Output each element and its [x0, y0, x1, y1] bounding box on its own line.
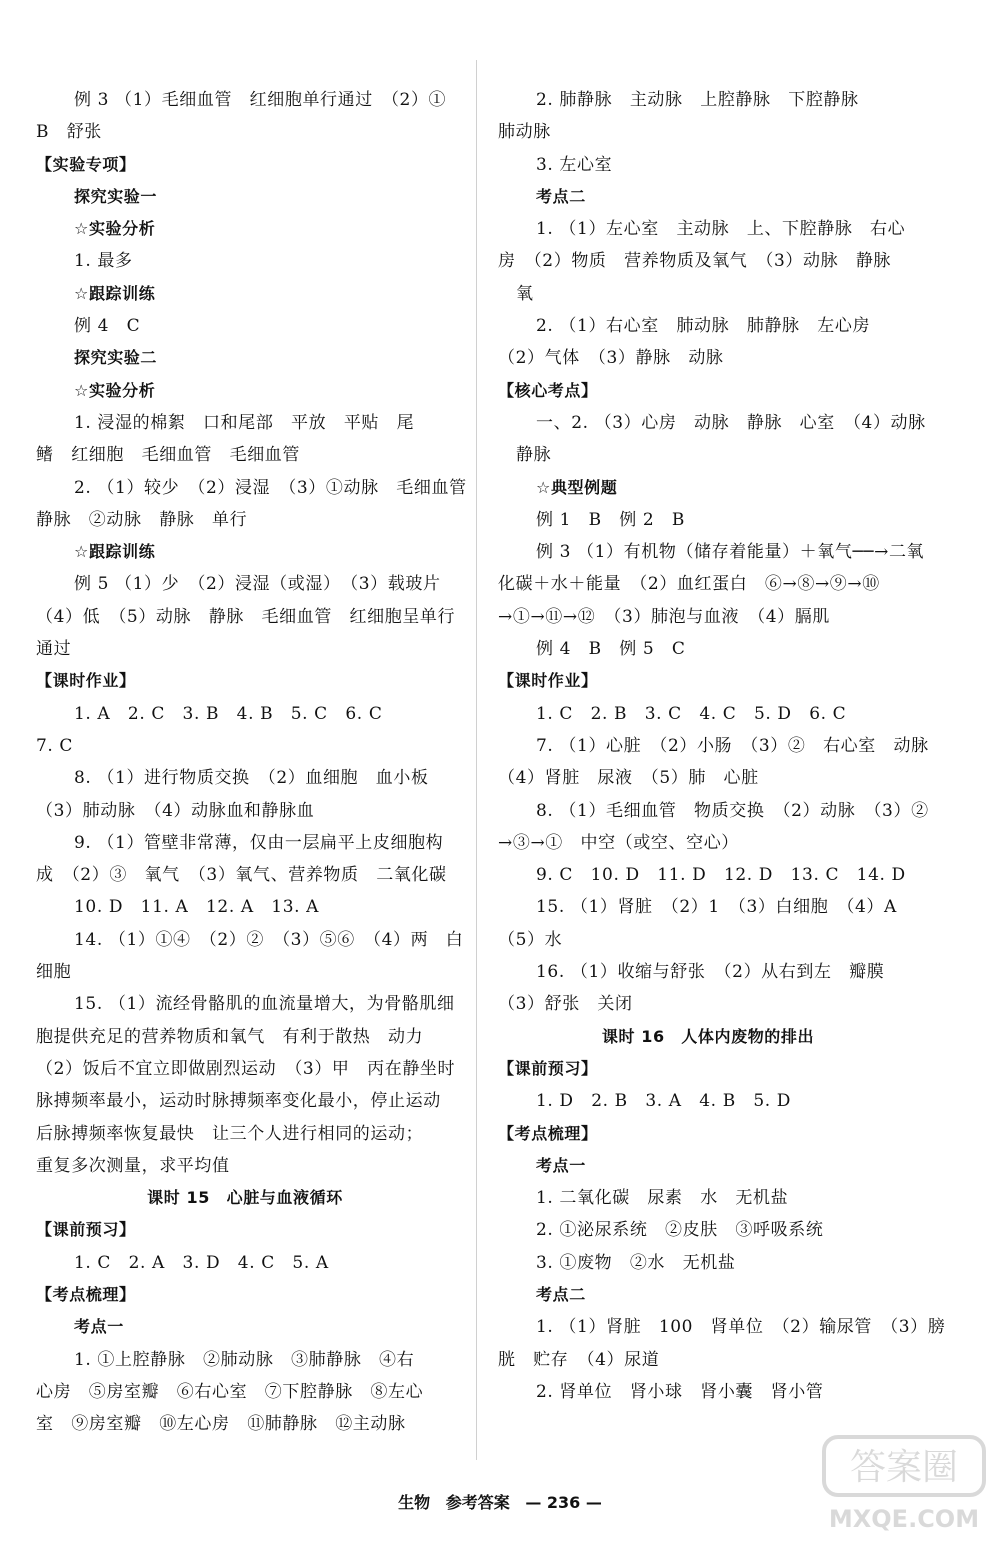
answer-line: →③→① 中空（或空、空心）	[498, 832, 739, 853]
answer-line: 1. A 2. C 3. B 4. B 5. C 6. C	[74, 703, 383, 724]
answer-line: 8. （1）毛细血管 物质交换 （2）动脉 （3）②	[536, 800, 929, 821]
watermark-site-text: MXQE.COM	[828, 1505, 980, 1533]
section-heading: 【核心考点】	[498, 380, 598, 400]
footer-label: 参考答案	[445, 1493, 510, 1512]
answer-line: 1. （1）肾脏 100 肾单位 （2）输尿管 （3）膀	[536, 1317, 946, 1338]
answer-line: 2. ①泌尿系统 ②皮肤 ③呼吸系统	[536, 1220, 824, 1241]
answer-line: 2. 肺静脉 主动脉 上腔静脉 下腔静脉	[536, 90, 859, 110]
answer-line: 10. D 11. A 12. A 13. A	[74, 897, 320, 918]
answer-line: （4）肾脏 尿液 （5）肺 心脏	[498, 768, 759, 789]
answer-line: 脉搏频率最小，运动时脉搏频率变化最小，停止运动	[36, 1091, 441, 1112]
answer-line: ☆跟踪训练	[74, 283, 156, 303]
answer-line: 室 ⑨房室瓣 ⑩左心房 ⑪肺静脉 ⑫主动脉	[36, 1414, 406, 1435]
answer-line: （3）肺动脉 （4）动脉血和静脉血	[36, 800, 315, 821]
answer-line: 1. 二氧化碳 尿素 水 无机盐	[536, 1188, 789, 1209]
answer-line: 探究实验一	[74, 186, 158, 206]
answer-line: （2）饭后不宜立即做剧烈运动 （3）甲 丙在静坐时	[36, 1058, 456, 1079]
section-heading: 【实验专项】	[36, 154, 136, 174]
answer-line: 静脉 ②动脉 静脉 单行	[36, 509, 248, 530]
answer-line: 通过	[36, 639, 72, 660]
right-column	[498, 84, 946, 1408]
answer-line: 成 （2）③ 氧气 （3）氧气、营养物质 二氧化碳	[36, 865, 447, 886]
answer-line: （3）舒张 关闭	[498, 994, 633, 1015]
answer-line: 鳍 红细胞 毛细血管 毛细血管	[36, 445, 300, 466]
answer-line: 1. C 2. A 3. D 4. C 5. A	[74, 1252, 329, 1273]
watermark-logo-text: 答案圈	[849, 1447, 959, 1488]
answer-line: 氧	[516, 283, 534, 304]
footer-page-number: — 236 —	[525, 1493, 602, 1512]
footer-subject: 生物	[398, 1493, 431, 1512]
answer-line: 重复多次测量，求平均值	[36, 1155, 230, 1176]
answer-line: 静脉	[516, 445, 552, 466]
answer-line: 例 4 C	[74, 316, 141, 337]
answer-line: 1. 浸湿的棉絮 口和尾部 平放 平贴 尾	[74, 412, 415, 433]
answer-line: 16. （1）收缩与舒张 （2）从右到左 瓣膜	[536, 962, 885, 983]
answer-line: 9. （1）管壁非常薄，仅由一层扁平上皮细胞构	[74, 832, 444, 853]
answer-line: 心房 ⑤房室瓣 ⑥右心室 ⑦下腔静脉 ⑧左心	[36, 1381, 424, 1402]
answer-line: 3. 左心室	[536, 154, 613, 175]
answer-line: 1. ①上腔静脉 ②肺动脉 ③肺静脉 ④右	[74, 1349, 415, 1370]
answer-line: 化碳＋水＋能量 （2）血红蛋白 ⑥→⑧→⑨→⑩	[498, 574, 880, 595]
answer-line: 1. D 2. B 3. A 4. B 5. D	[536, 1091, 792, 1112]
section-heading: 【考点梳理】	[36, 1284, 136, 1304]
section-heading: 【课时作业】	[36, 671, 136, 691]
answer-line: ☆实验分析	[74, 380, 156, 400]
answer-line: 1. 最多	[74, 251, 133, 272]
answer-line: 1. （1）左心室 主动脉 上、下腔静脉 右心	[536, 219, 906, 240]
answer-line: ☆典型例题	[536, 477, 618, 497]
answer-line: 考点二	[536, 186, 586, 206]
answer-line: 考点二	[536, 1284, 586, 1304]
lesson-title: 课时 15 心脏与血液循环	[147, 1188, 343, 1208]
answer-line: ☆实验分析	[74, 219, 156, 239]
answer-line: 1. C 2. B 3. C 4. C 5. D 6. C	[536, 703, 847, 724]
watermark-logo	[820, 1429, 990, 1539]
section-heading: 【考点梳理】	[498, 1123, 598, 1143]
answer-line: 后脉搏频率恢复最快 让三个人进行相同的运动；	[36, 1123, 424, 1144]
answer-line: 细胞	[36, 962, 72, 983]
answer-line: 例 5 （1）少 （2）浸湿（或湿） （3）载玻片	[74, 574, 441, 595]
answer-line: 15. （1）肾脏 （2）1 （3）白细胞 （4）A	[536, 897, 897, 918]
answer-line: 3. ①废物 ②水 无机盐	[536, 1252, 736, 1273]
answer-line: 例 3 （1）有机物（储存着能量）＋氧气──→二氧	[536, 542, 925, 563]
answer-line: 9. C 10. D 11. D 12. D 13. C 14. D	[536, 865, 906, 886]
answer-line: （4）低 （5）动脉 静脉 毛细血管 红细胞呈单行	[36, 606, 456, 627]
answer-line: 考点一	[74, 1317, 124, 1337]
answer-line: （5）水	[498, 929, 563, 950]
answer-line: 15. （1）流经骨骼肌的血流量增大，为骨骼肌细	[74, 994, 455, 1015]
answer-line: 胱 贮存 （4）尿道	[498, 1349, 660, 1370]
section-heading: 【课时作业】	[498, 671, 598, 691]
answer-line: 8. （1）进行物质交换 （2）血细胞 血小板	[74, 768, 429, 789]
answer-line: 7. （1）心脏 （2）小肠 （3）② 右心室 动脉	[536, 735, 929, 756]
answer-line: 7. C	[36, 735, 74, 756]
section-heading: 【课前预习】	[36, 1220, 136, 1240]
answer-line: 例 1 B 例 2 B	[536, 509, 686, 530]
answer-line: 探究实验二	[74, 348, 158, 368]
answer-line: 2. （1）较少 （2）浸湿 （3）①动脉 毛细血管	[74, 477, 467, 498]
answer-line: 胞提供充足的营养物质和氧气 有利于散热 动力	[36, 1026, 424, 1047]
answer-line: 14. （1）①④ （2）② （3）⑤⑥ （4）两 白	[74, 929, 464, 950]
answer-line: 2. （1）右心室 肺动脉 肺静脉 左心房	[536, 316, 871, 337]
left-column	[36, 84, 467, 1440]
answer-line: 2. 肾单位 肾小球 肾小囊 肾小管	[536, 1381, 824, 1402]
lesson-title: 课时 16 人体内废物的排出	[601, 1026, 815, 1046]
column-divider	[476, 60, 477, 1460]
answer-line: 一、2. （3）心房 动脉 静脉 心室 （4）动脉	[536, 412, 926, 433]
answer-line: 肺动脉	[498, 122, 551, 143]
section-heading: 【课前预习】	[498, 1058, 598, 1078]
answer-line: 房 （2）物质 营养物质及氧气 （3）动脉 静脉	[498, 251, 892, 272]
answer-line: ☆跟踪训练	[74, 542, 156, 562]
answer-line: 考点一	[536, 1155, 586, 1175]
answer-line: 例 3 （1）毛细血管 红细胞单行通过 （2）①	[74, 90, 447, 110]
answer-line: （2）气体 （3）静脉 动脉	[498, 348, 724, 369]
answer-line: B 舒张	[36, 122, 102, 143]
answer-line: →①→⑪→⑫ （3）肺泡与血液 （4）膈肌	[498, 606, 830, 627]
answer-line: 例 4 B 例 5 C	[536, 639, 686, 660]
